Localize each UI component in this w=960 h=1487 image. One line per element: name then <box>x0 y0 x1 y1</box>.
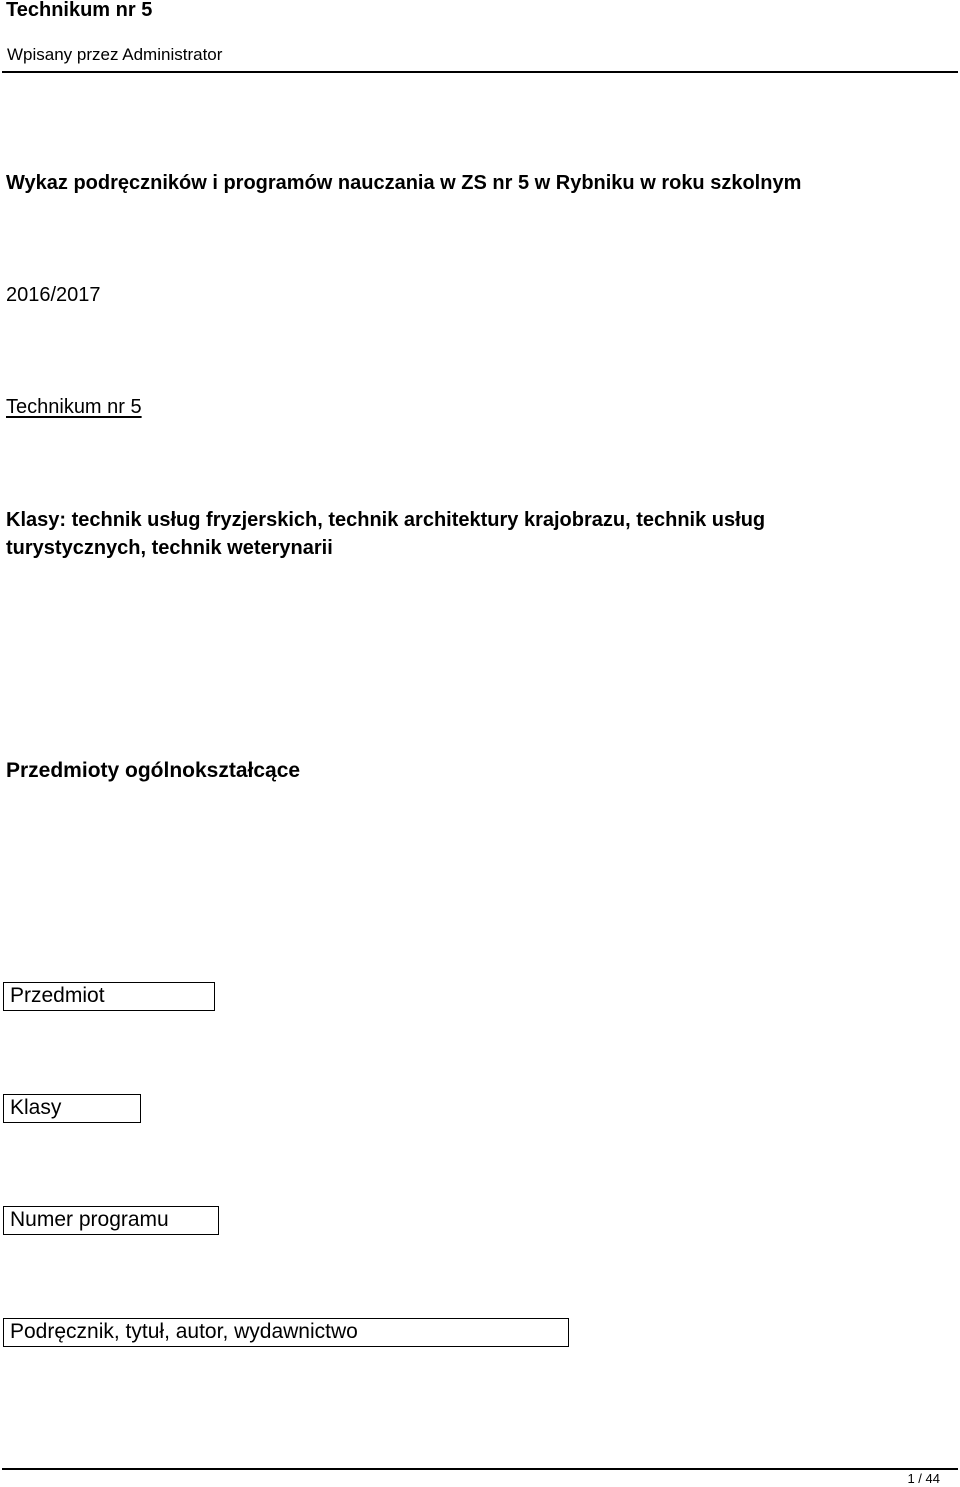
header-divider <box>2 71 958 73</box>
table-cell-classes: Klasy <box>3 1094 141 1123</box>
classes-list: Klasy: technik usług fryzjerskich, technik architektury krajobrazu, technik usług turystycznych, technik weterynarii <box>6 509 766 559</box>
table-cell-textbook: Podręcznik, tytuł, autor, wydawnictwo <box>3 1318 569 1347</box>
page-number: 1 / 44 <box>907 1471 940 1486</box>
list-heading: Wykaz podręczników i programów nauczania w ZS nr 5 w Rybniku w roku szkolnym <box>6 172 802 194</box>
table-cell-subject: Przedmiot <box>3 982 215 1011</box>
school-link[interactable]: Technikum nr 5 <box>6 396 142 418</box>
document-author: Wpisany przez Administrator <box>7 45 223 64</box>
school-year: 2016/2017 <box>6 284 101 306</box>
footer-divider <box>2 1468 958 1470</box>
table-cell-program-number: Numer programu <box>3 1206 219 1235</box>
document-title: Technikum nr 5 <box>6 0 153 21</box>
subjects-heading: Przedmioty ogólnokształcące <box>6 759 301 782</box>
